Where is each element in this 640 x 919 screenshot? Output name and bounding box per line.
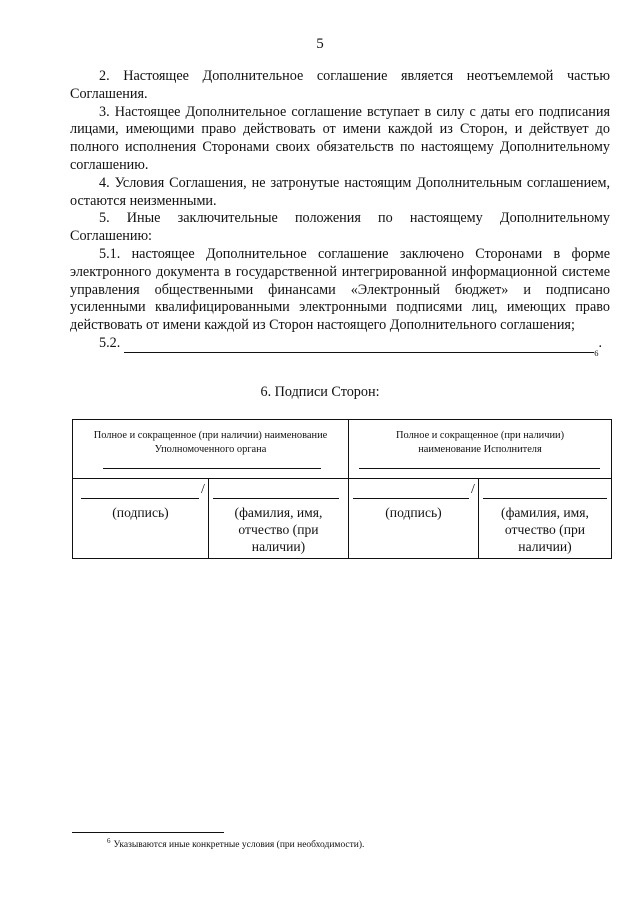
executor-fullname-label: (фамилия, имя, отчество (при наличии) (501, 505, 589, 554)
footnote (107, 836, 365, 850)
authority-name-cell (209, 478, 349, 558)
signature-table (72, 419, 612, 559)
footnote-mark: 6 (107, 836, 111, 845)
paragraph-4: 4. Условия Соглашения, не затронутые настоящим Дополнительным соглашением, остаются неизменными. (70, 174, 610, 209)
authority-fullname-label: (фамилия, имя, отчество (при наличии) (234, 505, 323, 554)
authority-signature-label: (подпись) (112, 505, 169, 520)
paragraph-2: 2. Настоящее Дополнительное соглашение является неотъемлемой частью Соглашения. (70, 68, 610, 102)
authority-fullname-line (213, 498, 339, 499)
section-title: 6. Подписи Сторон: (260, 384, 380, 400)
page-number: 5 (316, 36, 324, 52)
executor-signature-label: (подпись) (385, 505, 442, 520)
slash-separator: / (201, 482, 205, 497)
item-5-2-end: . (598, 334, 603, 351)
executor-name-line (359, 468, 600, 469)
authority-header-text: Полное и сокращенное (при наличии) наименование Уполномоченного органа (93, 430, 328, 455)
executor-signature-cell (349, 478, 479, 558)
item-5-2-label: 5.2. (99, 334, 121, 351)
executor-header-text: Полное и сокращенное (при наличии) наименование Исполнителя (395, 430, 565, 455)
slash-separator: / (471, 482, 475, 497)
paragraph-3: 3. Настоящее Дополнительное соглашение вступает в силу с даты его подписания лицами, имеющими право действовать от имени каждой из Сторон, и действует до полного исполнения Сторонами своих обязательств по настоящему Дополнительному соглашению. (70, 103, 610, 173)
executor-fullname-line (483, 498, 607, 499)
executor-header-cell (349, 420, 611, 478)
paragraph-5-1: 5.1. настоящее Дополнительное соглашение заключено Сторонами в форме электронного документа в государственной интегрированной информационной системе управления общественными финансами «Электронный бюджет» и подписано усиленными квалифицированными электронными подписями лиц, имеющих право действовать от имени каждой из Сторон настоящего Дополнительного соглашения; (70, 245, 610, 334)
document-body (70, 68, 610, 358)
authority-header-cell (73, 420, 349, 478)
executor-name-cell (479, 478, 611, 558)
paragraph-5: 5. Иные заключительные положения по настоящему Дополнительному Соглашению: (70, 210, 610, 245)
footnote-divider (72, 832, 224, 833)
footnote-text: Указываются иные конкретные условия (при необходимости). (113, 840, 365, 850)
authority-name-line (103, 468, 321, 469)
blank-fill-line (124, 339, 594, 353)
paragraph-5-2: 5.2. 6 . (99, 334, 603, 358)
executor-signature-line (353, 498, 469, 499)
signature-table-header (73, 420, 611, 479)
authority-signature-line (81, 498, 199, 499)
authority-signature-cell (73, 478, 209, 558)
